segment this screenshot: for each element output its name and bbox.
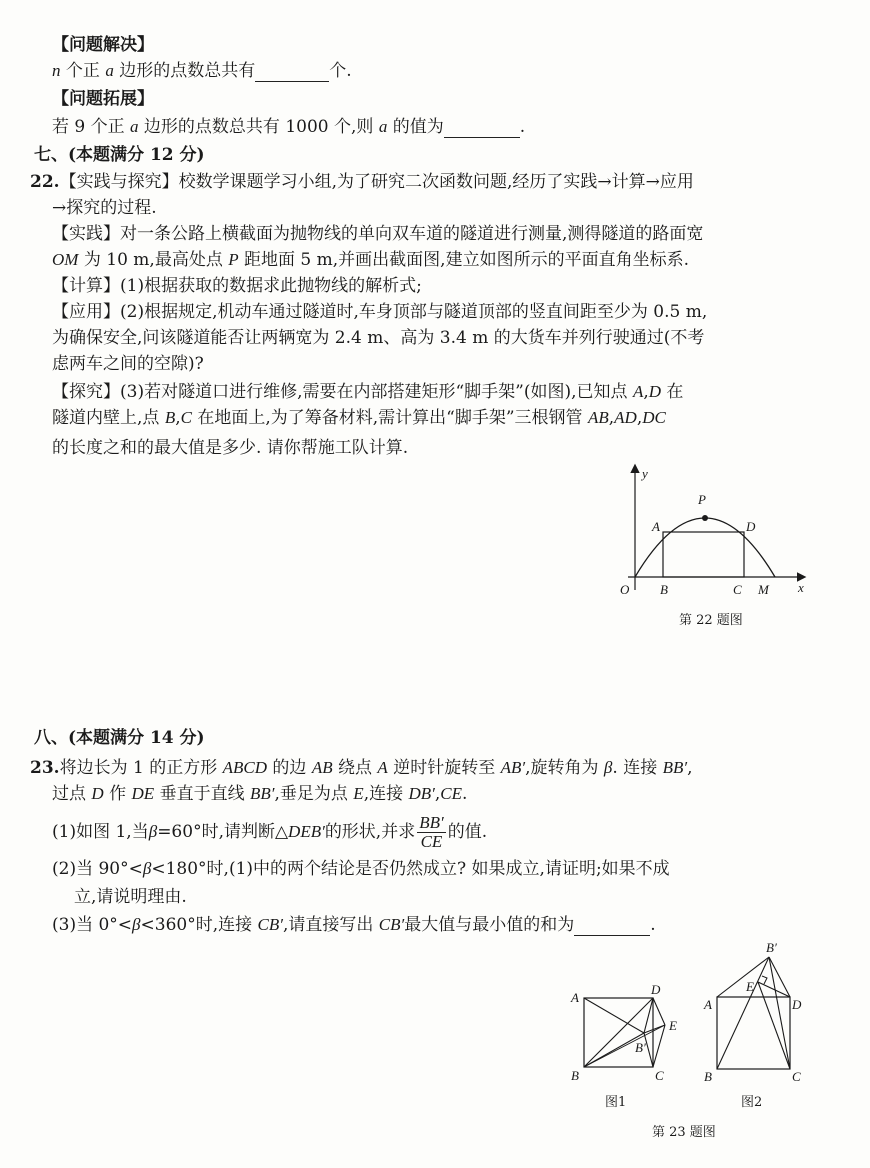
fig2-label-c: C	[792, 1069, 801, 1084]
q22-line11: 的长度之和的最大值是多少. 请你帮施工队计算.	[52, 438, 409, 458]
problem-extend-text: 若 9 个正 a 边形的点数总共有 1000 个,则 a 的值为 .	[52, 117, 526, 137]
q23-figure-2	[700, 935, 810, 1085]
fig1-caption: 图1	[605, 1095, 627, 1110]
label-x: x	[798, 580, 804, 595]
fig2-caption: 图2	[741, 1095, 763, 1110]
fraction-bb-ce: $\frac{BB'}{CE}$	[419, 812, 444, 851]
fig1-label-b: B	[571, 1068, 579, 1083]
fig2-label-d: D	[792, 997, 802, 1012]
answer-blank[interactable]	[444, 119, 520, 138]
fig2-label-b: B	[704, 1069, 712, 1084]
q23-part3: (3)当 0°<β<360°时,连接 CB′,请直接写出 CB′最大值与最小值的和为 .	[52, 915, 656, 935]
section-7-label: 七、(本题满分 12 分)	[34, 145, 205, 165]
fig1-label-e: E	[669, 1018, 677, 1033]
q22-figure	[610, 462, 810, 602]
fig1-label-bprime: B′	[635, 1040, 646, 1055]
label-y: y	[642, 466, 648, 481]
vertex-point	[702, 515, 708, 521]
q22-line3: 【实践】对一条公路上横截面为抛物线的单向双车道的隧道进行测量,测得隧道的路面宽	[52, 224, 704, 244]
q22-line8: 虑两车之间的空隙)?	[52, 354, 204, 374]
answer-blank[interactable]	[574, 917, 650, 936]
fig2-label-bprime: B′	[766, 940, 777, 955]
q23-figure-1	[565, 982, 690, 1087]
q22-line5: 【计算】(1)根据获取的数据求此抛物线的解析式;	[52, 276, 422, 296]
q23-part2-line1: (2)当 90°<β<180°时,(1)中的两个结论是否仍然成立? 如果成立,请证明;如果不成	[52, 859, 670, 879]
label-c: C	[733, 582, 742, 597]
q22-line4: OM 为 10 m,最高处点 P 距地面 5 m,并画出截面图,建立如图所示的平面直角坐标系.	[52, 250, 689, 270]
label-d: D	[746, 519, 756, 534]
q23-figure-caption: 第 23 题图	[652, 1125, 716, 1140]
fig1-label-a: A	[571, 990, 579, 1005]
section-8-label: 八、(本题满分 14 分)	[34, 728, 205, 748]
q22-line2: →探究的过程.	[52, 198, 157, 218]
problem-extend-header: 【问题拓展】	[52, 89, 154, 109]
q23-line1: 23.将边长为 1 的正方形 ABCD 的边 AB 绕点 A 逆时针旋转至 AB′,旋转角为 β. 连接 BB′,	[30, 758, 693, 778]
fig1-label-c: C	[655, 1068, 664, 1083]
label-o: O	[620, 582, 630, 597]
fig1-label-d: D	[651, 982, 661, 997]
q22-figure-caption: 第 22 题图	[679, 613, 743, 628]
q23-line2: 过点 D 作 DE 垂直于直线 BB′,垂足为点 E,连接 DB′,CE.	[52, 784, 468, 804]
answer-blank[interactable]	[255, 63, 329, 82]
label-a: A	[652, 519, 660, 534]
q22-line1: 22.【实践与探究】校数学课题学习小组,为了研究二次函数问题,经历了实践→计算→应用	[30, 172, 694, 192]
q22-line10: 隧道内壁上,点 B,C 在地面上,为了筹备材料,需计算出“脚手架”三根钢管 AB,AD,DC	[52, 408, 666, 428]
fig2-label-e: E	[746, 979, 754, 994]
scaffold-rect	[663, 532, 744, 577]
q22-line7: 为确保安全,问该隧道能否让两辆宽为 2.4 m、高为 3.4 m 的大货车并列行驶通过(不考	[52, 328, 705, 348]
label-m: M	[758, 582, 769, 597]
label-p: P	[698, 492, 706, 507]
problem-solve-text: n 个正 a 边形的点数总共有 个.	[52, 61, 352, 81]
problem-solve-header: 【问题解决】	[52, 35, 154, 55]
q22-line6: 【应用】(2)根据规定,机动车通过隧道时,车身顶部与隧道顶部的竖直间距至少为 0.5 m,	[52, 302, 708, 322]
fig2-label-a: A	[704, 997, 712, 1012]
q22-line9: 【探究】(3)若对隧道口进行维修,需要在内部搭建矩形“脚手架”(如图),已知点 A,D 在	[52, 382, 684, 402]
label-b: B	[660, 582, 668, 597]
q23-part2-line2: 立,请说明理由.	[74, 887, 187, 907]
q23-part1: (1)如图 1,当 β =60°时,请判断△ DEB′ 的形状,并求 $\frac{BB'}{CE}$ 的值.	[52, 812, 488, 851]
